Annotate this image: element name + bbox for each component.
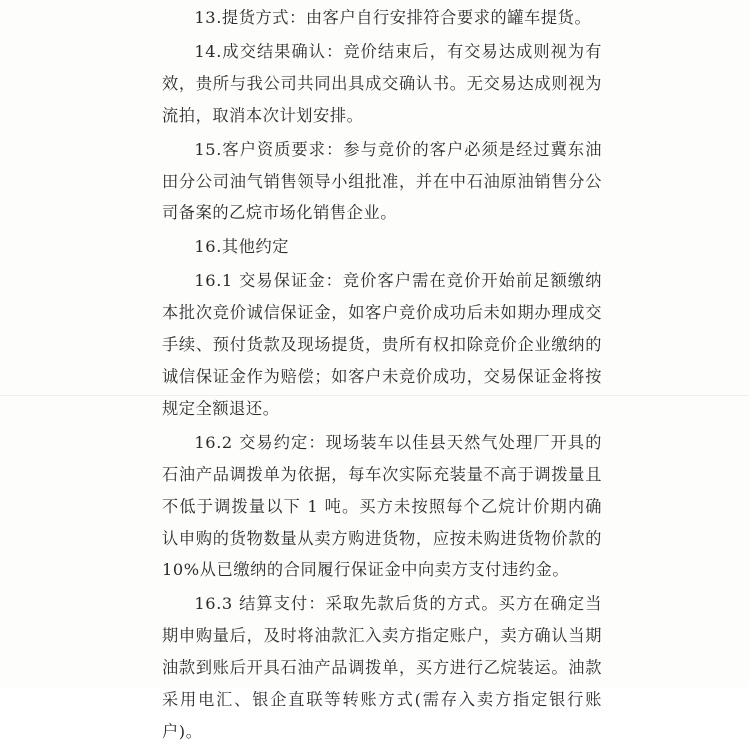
clause-16-3-settlement: 16.3 结算支付：采取先款后货的方式。买方在确定当期申购量后，及时将油款汇入卖方指定账户，卖方确认当期油款到账后开具石油产品调拨单，买方进行乙烷装运。油款采用电汇、银企直联等转账方式(需存入卖方指定银行账户)。 [162,594,602,741]
scan-artifact-line [0,395,749,396]
clause-16-2-trade-agreement: 16.2 交易约定：现场装车以佳县天然气处理厂开具的石油产品调拨单为依据，每车次实际充装量不高于调拨量且不低于调拨量以下 1 吨。买方未按照每个乙烷计价期内确认申购的货物数量从卖方购进货物，应按未购进货物价款的 10%从已缴纳的合同履行保证金中向卖方支付违约金。 [162,432,602,580]
document-body [162,2,602,748]
clause-15-customer-qualification: 15.客户资质要求：参与竞价的客户必须是经过冀东油田分公司油气销售领导小组批准，并在中石油原油销售分公司备案的乙烷市场化销售企业。 [162,139,602,223]
clause-14-result-confirmation: 14.成交结果确认：竞价结束后，有交易达成则视为有效，贵所与我公司共同出具成交确认书。无交易达成则视为流拍，取消本次计划安排。 [162,41,602,125]
clause-16-heading: 16.其他约定 [194,237,290,257]
clause-16-1-deposit: 16.1 交易保证金：竞价客户需在竞价开始前足额缴纳本批次竞价诚信保证金，如客户竞价成功后未如期办理成交手续、预付货款及现场提货，贵所有权扣除竞价企业缴纳的诚信保证金作为赔偿；如客户未竞价成功，交易保证金将按规定全额退还。 [162,271,602,418]
clause-13-pickup-method: 13.提货方式：由客户自行安排符合要求的罐车提货。 [194,8,592,27]
